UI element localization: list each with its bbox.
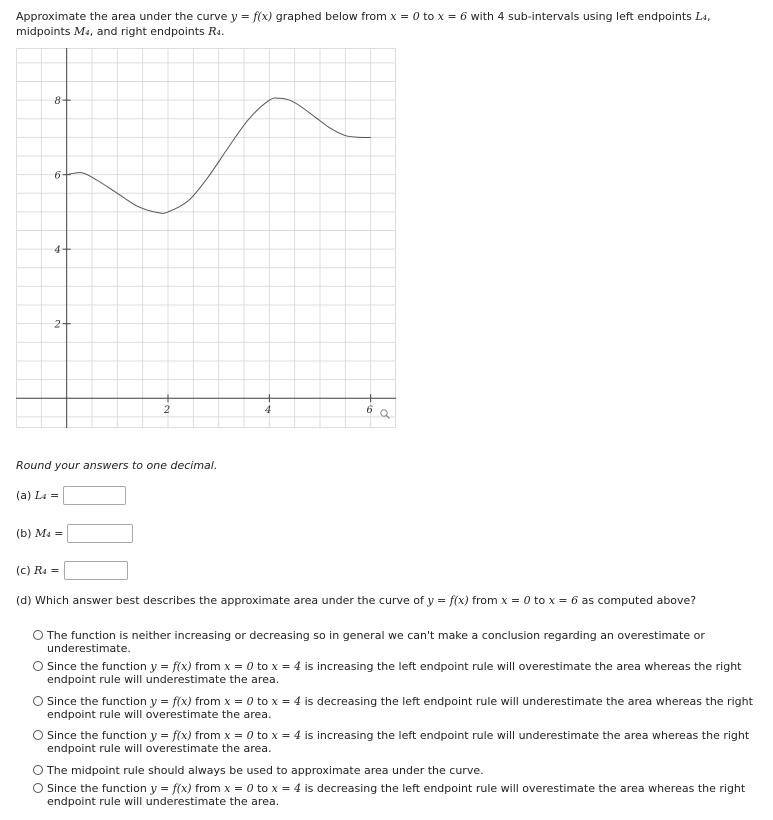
option-text: is increasing the left endpoint rule will overestimate the area whereas the right endpoint rule will underestimate the area.: [47, 660, 742, 686]
question-b-label: (b): [16, 527, 36, 540]
option-4-text: [47, 729, 753, 755]
math-x-start: x = 0: [224, 782, 254, 795]
option-text: to: [253, 729, 272, 742]
math-function: y = f(x): [150, 782, 192, 795]
function-graph: [16, 48, 396, 428]
question-d-text: from: [468, 594, 502, 607]
option-text: Since the function: [47, 729, 151, 742]
graph-border: [17, 49, 396, 428]
intro-text: , and right endpoints: [89, 25, 209, 38]
option-1[interactable]: [33, 629, 753, 655]
intro-text: .: [220, 25, 225, 38]
x-tick-label: 2: [163, 405, 171, 417]
radio-button[interactable]: [33, 730, 43, 740]
option-2-text: [47, 660, 753, 686]
math-x-start: x = 0: [224, 695, 254, 708]
option-text: Since the function: [47, 660, 151, 673]
option-text: is increasing the left endpoint rule will underestimate the area whereas the right endpoint rule will overestimate the area.: [47, 729, 750, 755]
radio-button[interactable]: [33, 661, 43, 671]
y-tick-label: 2: [54, 319, 61, 331]
math-x-start: x = 0: [224, 660, 254, 673]
math-M4: M₄: [74, 25, 90, 38]
y-tick-label: 6: [54, 170, 61, 182]
rounding-instruction: Round your answers to one decimal.: [16, 459, 218, 472]
question-d: [16, 594, 756, 608]
option-text: from: [191, 660, 225, 673]
option-4[interactable]: [33, 729, 753, 755]
x-tick-label: 6: [366, 405, 373, 417]
math-function: y = f(x): [427, 594, 469, 607]
math-L4: L₄: [695, 10, 708, 23]
option-2[interactable]: [33, 660, 753, 686]
option-6-text: [47, 782, 753, 808]
option-3[interactable]: [33, 695, 753, 721]
math-x-start: x = 0: [224, 729, 254, 742]
tick-labels: [53, 96, 373, 416]
intro-text: with 4 sub-intervals using left endpoints: [467, 10, 696, 23]
radio-button[interactable]: [33, 630, 43, 640]
grid: [16, 48, 396, 428]
question-a-label: (a): [16, 489, 35, 502]
option-text: to: [253, 695, 272, 708]
option-text: is decreasing the left endpoint rule will underestimate the area whereas the right endpoint rule will overestimate the area.: [47, 695, 753, 721]
question-a: [16, 486, 126, 505]
option-text: from: [191, 782, 225, 795]
option-text: to: [253, 660, 272, 673]
math-x-start: x = 0: [501, 594, 531, 607]
option-5[interactable]: [33, 764, 753, 777]
option-5-text: The midpoint rule should always be used to approximate area under the curve.: [47, 764, 484, 777]
intro-text: , midpoints: [16, 10, 711, 38]
question-c-label: (c): [16, 564, 35, 577]
option-text: Since the function: [47, 782, 151, 795]
y-tick-label: 4: [54, 245, 61, 257]
intro-text: to: [419, 10, 438, 23]
option-1-text: The function is neither increasing or decreasing so in general we can't make a conclusion regarding an overestimate or underestimate.: [47, 629, 705, 655]
math-function: y = f(x): [150, 660, 192, 673]
math-x-end: x = 6: [548, 594, 579, 607]
question-d-text: as computed above?: [578, 594, 697, 607]
y-tick-label: 8: [54, 96, 61, 108]
math-x-end: x = 4: [271, 782, 302, 795]
option-text: from: [191, 729, 225, 742]
question-d-text: to: [530, 594, 549, 607]
intro-text: graphed below from: [272, 10, 391, 23]
radio-button[interactable]: [33, 696, 43, 706]
problem-statement: [16, 9, 756, 39]
math-x-start: x = 0: [390, 10, 420, 23]
answer-input-R4[interactable]: [64, 561, 128, 580]
math-x-end: x = 4: [271, 695, 302, 708]
math-x-end: x = 4: [271, 660, 302, 673]
axes: [16, 48, 396, 428]
radio-button[interactable]: [33, 765, 43, 775]
question-d-text: (d) Which answer best describes the approximate area under the curve of: [16, 594, 428, 607]
math-function: y = f(x): [150, 729, 192, 742]
math-function: y = f(x): [230, 10, 273, 23]
option-3-text: [47, 695, 753, 721]
answer-input-M4[interactable]: [67, 524, 133, 543]
intro-text: Approximate the area under the curve: [16, 10, 231, 23]
option-text: Since the function: [47, 695, 151, 708]
answer-input-L4[interactable]: [63, 486, 126, 505]
question-b-math: M₄ =: [35, 527, 64, 540]
option-6[interactable]: [33, 782, 753, 808]
radio-button[interactable]: [33, 783, 43, 793]
question-b: [16, 524, 133, 543]
math-x-end: x = 6: [437, 10, 468, 23]
math-function: y = f(x): [150, 695, 192, 708]
x-tick-label: 4: [265, 405, 272, 417]
option-text: to: [253, 782, 272, 795]
option-text: from: [191, 695, 225, 708]
question-c-math: R₄ =: [34, 564, 60, 577]
question-c: [16, 561, 128, 580]
question-a-math: L₄ =: [34, 489, 60, 502]
math-x-end: x = 4: [271, 729, 302, 742]
option-text: is decreasing the left endpoint rule will overestimate the area whereas the right endpoint rule will underestimate the area.: [47, 782, 746, 808]
math-R4: R₄: [208, 25, 221, 38]
